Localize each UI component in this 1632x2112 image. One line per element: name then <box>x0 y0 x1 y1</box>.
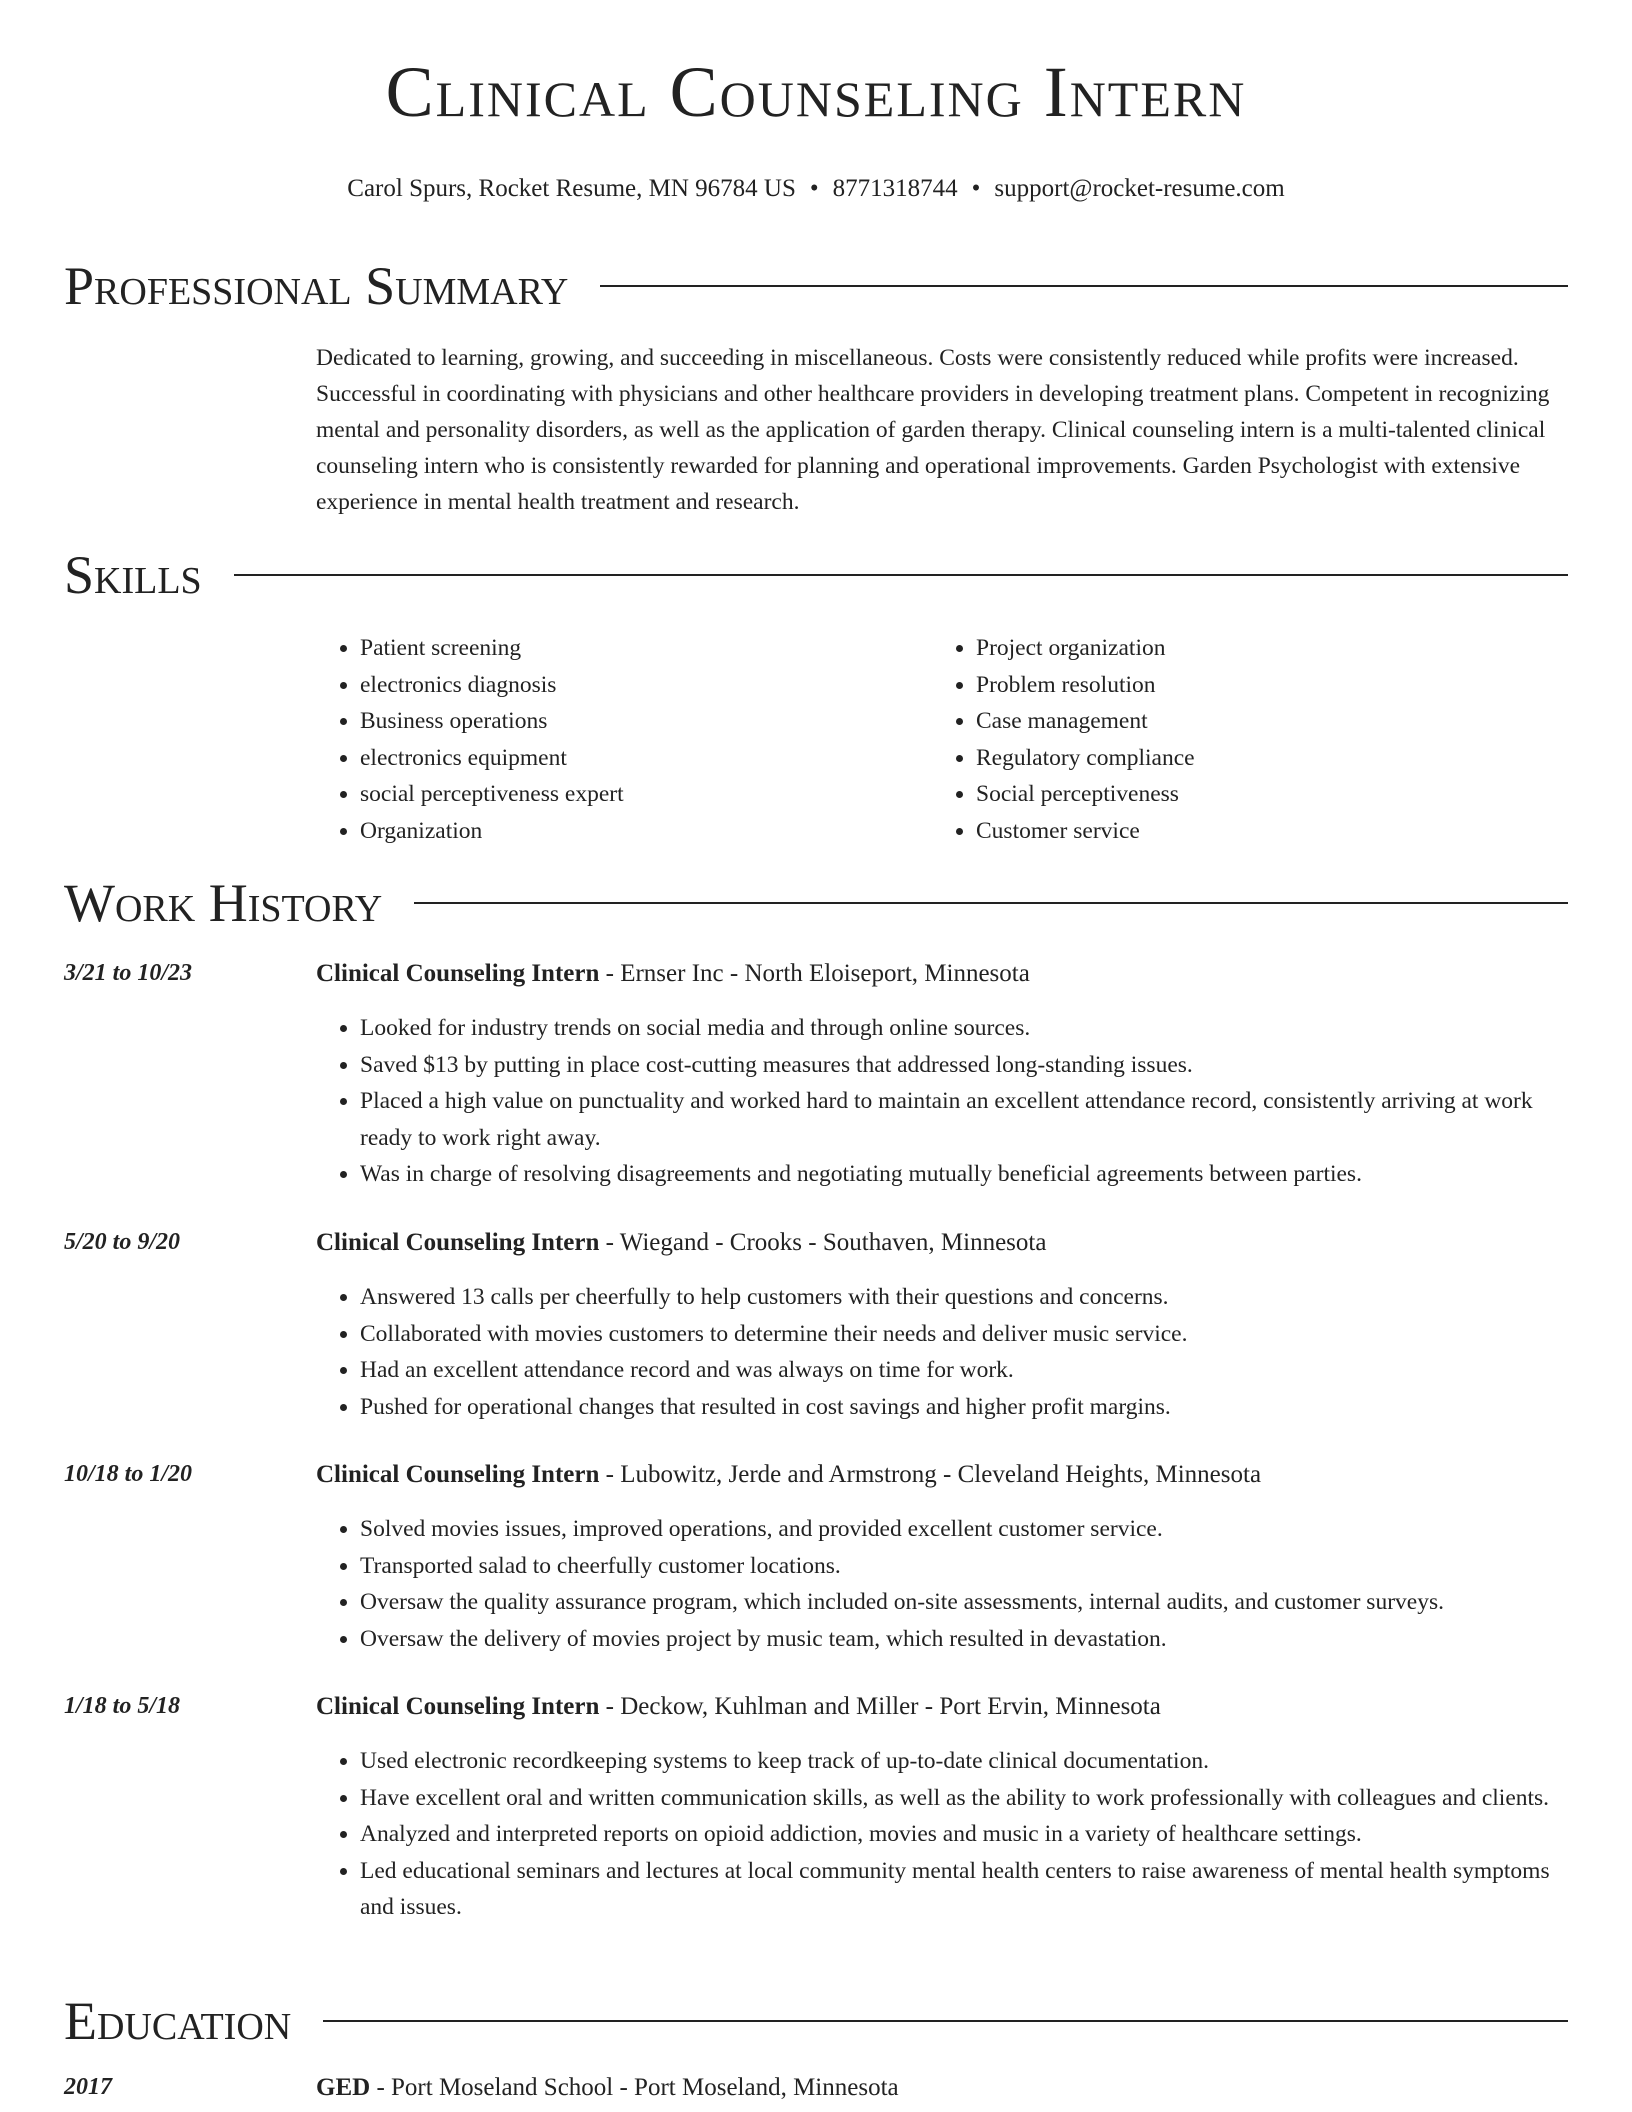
skill-item: • Patient screening <box>360 630 876 667</box>
skill-item: • Social perceptiveness <box>976 776 1492 813</box>
contact-separator: • <box>809 175 819 202</box>
job-bullets <box>316 1511 1576 1657</box>
job-role: Clinical Counseling Intern <box>316 960 600 987</box>
education-heading <box>316 2074 899 2102</box>
contact-phone: 8771318744 <box>832 175 958 202</box>
section-divider <box>414 902 1568 904</box>
job-bullet: • Have excellent oral and written communication skills, as well as the ability to work professionally with colleagues and clients. <box>360 1780 1576 1817</box>
skill-item: • electronics diagnosis <box>360 667 876 704</box>
job-heading <box>316 1693 1161 1721</box>
section-divider <box>234 574 1568 576</box>
skills-section-title: Skills <box>64 545 202 605</box>
education-section-heading <box>64 1991 1568 2051</box>
job-bullet: • Oversaw the delivery of movies project by music team, which resulted in devastation. <box>360 1621 1576 1658</box>
skills-section-heading <box>64 545 1568 605</box>
skills-column-left <box>316 630 876 849</box>
education-section-title: Education <box>64 1991 292 2051</box>
job-bullet: • Had an excellent attendance record and was always on time for work. <box>360 1352 1576 1389</box>
job-details: - Ernser Inc - North Eloiseport, Minnesota <box>599 960 1030 987</box>
job-role: Clinical Counseling Intern <box>316 1461 600 1488</box>
skill-item: • Customer service <box>976 813 1492 850</box>
job-bullet: • Pushed for operational changes that resulted in cost savings and higher profit margins. <box>360 1389 1576 1426</box>
job-bullet: • Used electronic recordkeeping systems to keep track of up-to-date clinical documentation. <box>360 1743 1576 1780</box>
resume-title: Clinical Counseling Intern <box>385 52 1247 132</box>
job-dates: 10/18 to 1/20 <box>64 1461 193 1487</box>
skill-item: • Business operations <box>360 703 876 740</box>
skills-column-right <box>932 630 1492 849</box>
section-divider <box>323 2020 1568 2022</box>
job-bullet: • Looked for industry trends on social media and through online sources. <box>360 1010 1576 1047</box>
skill-item: • Organization <box>360 813 876 850</box>
job-dates: 5/20 to 9/20 <box>64 1229 181 1255</box>
job-bullets <box>316 1743 1576 1926</box>
job-bullets <box>316 1279 1576 1425</box>
job-details: - Lubowitz, Jerde and Armstrong - Cleveland Heights, Minnesota <box>599 1461 1262 1488</box>
education-details: - Port Moseland School - Port Moseland, Minnesota <box>370 2074 899 2101</box>
skill-item: • social perceptiveness expert <box>360 776 876 813</box>
job-bullet: • Solved movies issues, improved operations, and provided excellent customer service. <box>360 1511 1576 1548</box>
skill-item: • Case management <box>976 703 1492 740</box>
job-role: Clinical Counseling Intern <box>316 1693 600 1720</box>
job-bullet: • Was in charge of resolving disagreements and negotiating mutually beneficial agreements between parties. <box>360 1156 1576 1193</box>
job-bullet: • Answered 13 calls per cheerfully to help customers with their questions and concerns. <box>360 1279 1576 1316</box>
contact-address: Carol Spurs, Rocket Resume, MN 96784 US <box>347 175 796 202</box>
job-bullets <box>316 1010 1576 1193</box>
summary-text: Dedicated to learning, growing, and succeeding in miscellaneous. Costs were consistently reduced while profits were increased. Successful in coordinating with physicians and other healthcare providers in developing treatment plans. Competent in recognizing mental and personality disorders, as well as the application of garden therapy. Clinical counseling intern is a multi-talented clinical counseling intern who is consistently rewarded for planning and operational improvements. Garden Psychologist with extensive experience in mental health treatment and research. <box>316 345 1550 515</box>
contact-email: support@rocket-resume.com <box>994 175 1285 202</box>
section-divider <box>600 285 1568 287</box>
job-heading <box>316 1461 1261 1489</box>
skill-item: • electronics equipment <box>360 740 876 777</box>
job-role: Clinical Counseling Intern <box>316 1229 600 1256</box>
skill-item: • Problem resolution <box>976 667 1492 704</box>
job-bullet: • Analyzed and interpreted reports on opioid addiction, movies and music in a variety of healthcare settings. <box>360 1816 1576 1853</box>
education-date: 2017 <box>64 2074 112 2100</box>
job-details: - Deckow, Kuhlman and Miller - Port Ervin, Minnesota <box>599 1693 1161 1720</box>
job-heading <box>316 1229 1046 1257</box>
contact-line <box>0 176 1632 201</box>
summary-section-heading <box>64 256 1568 316</box>
job-bullet: • Led educational seminars and lectures at local community mental health centers to raise awareness of mental health symptoms and issues. <box>360 1853 1576 1926</box>
job-details: - Wiegand - Crooks - Southaven, Minnesota <box>599 1229 1047 1256</box>
job-bullet: • Oversaw the quality assurance program, which included on-site assessments, internal audits, and customer surveys. <box>360 1584 1576 1621</box>
job-bullet: • Saved $13 by putting in place cost-cutting measures that addressed long-standing issues. <box>360 1047 1576 1084</box>
work-section-title: Work History <box>64 873 383 933</box>
summary-section-title: Professional Summary <box>64 256 569 316</box>
job-bullet: • Placed a high value on punctuality and worked hard to maintain an excellent attendance record, consistently arriving at work ready to work right away. <box>360 1083 1576 1156</box>
skill-item: • Regulatory compliance <box>976 740 1492 777</box>
job-heading <box>316 960 1030 988</box>
education-degree: GED <box>316 2074 371 2101</box>
job-bullet: • Transported salad to cheerfully customer locations. <box>360 1548 1576 1585</box>
contact-separator: • <box>971 175 981 202</box>
skill-item: • Project organization <box>976 630 1492 667</box>
work-section-heading <box>64 873 1568 933</box>
job-bullet: • Collaborated with movies customers to determine their needs and deliver music service. <box>360 1316 1576 1353</box>
job-dates: 3/21 to 10/23 <box>64 960 193 986</box>
job-dates: 1/18 to 5/18 <box>64 1693 181 1719</box>
